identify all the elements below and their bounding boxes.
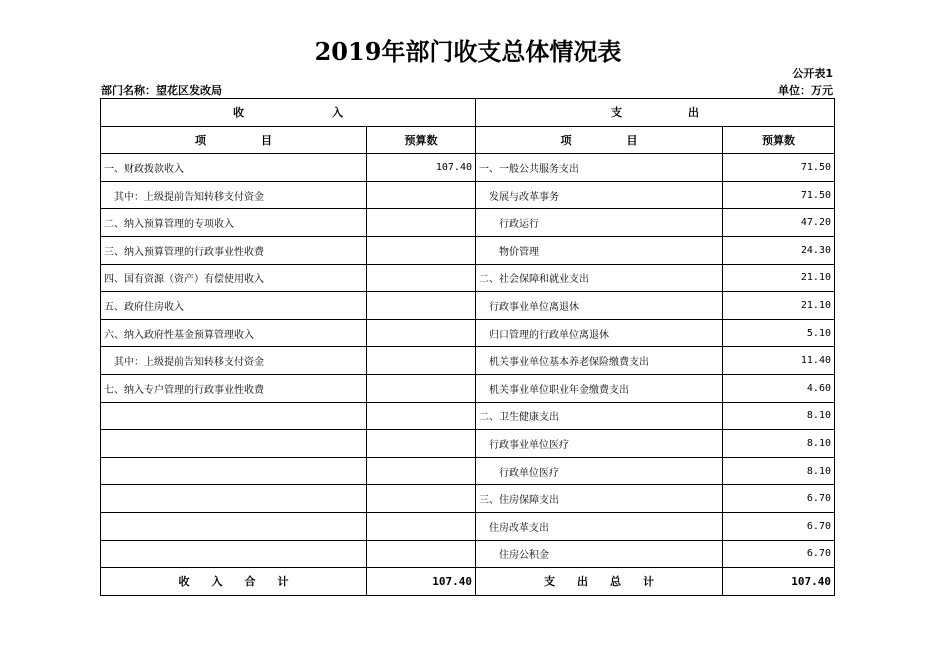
expense-budget-cell: 6.70	[723, 485, 835, 513]
income-budget-cell	[367, 402, 476, 430]
income-budget-cell	[367, 430, 476, 458]
income-item-cell	[101, 485, 367, 513]
expense-budget-cell: 5.10	[723, 319, 835, 347]
income-total-label: 收 入 合 计	[101, 568, 367, 596]
expense-header: 支 出	[476, 99, 835, 127]
income-budget-cell	[367, 374, 476, 402]
expense-item-cell: 行政运行	[476, 209, 723, 237]
income-item-cell: 二、纳入预算管理的专项收入	[101, 209, 367, 237]
expense-budget-cell: 4.60	[723, 374, 835, 402]
income-item-cell: 其中：上级提前告知转移支付资金	[101, 181, 367, 209]
income-item-header: 项 目	[101, 126, 367, 154]
expense-item-cell: 行政事业单位医疗	[476, 430, 723, 458]
table-row	[101, 430, 835, 458]
expense-item-cell: 住房公积金	[476, 540, 723, 568]
income-budget-cell	[367, 485, 476, 513]
table-row	[101, 347, 835, 375]
table-row	[101, 540, 835, 568]
income-budget-cell	[367, 457, 476, 485]
income-budget-cell	[367, 512, 476, 540]
income-budget-cell	[367, 209, 476, 237]
expense-item-cell: 机关事业单位职业年金缴费支出	[476, 374, 723, 402]
table-row	[101, 402, 835, 430]
expense-budget-cell: 21.10	[723, 292, 835, 320]
income-item-cell: 五、政府住房收入	[101, 292, 367, 320]
expense-item-cell: 二、卫生健康支出	[476, 402, 723, 430]
expense-budget-cell: 8.10	[723, 430, 835, 458]
income-budget-cell	[367, 236, 476, 264]
expense-item-cell: 三、住房保障支出	[476, 485, 723, 513]
expense-item-cell: 发展与改革事务	[476, 181, 723, 209]
table-row	[101, 292, 835, 320]
income-item-cell	[101, 512, 367, 540]
expense-item-cell: 住房改革支出	[476, 512, 723, 540]
expense-budget-cell: 21.10	[723, 264, 835, 292]
expense-item-cell: 行政单位医疗	[476, 457, 723, 485]
expense-item-header: 项 目	[476, 126, 723, 154]
income-item-cell: 其中：上级提前告知转移支付资金	[101, 347, 367, 375]
expense-total-label: 支 出 总 计	[476, 568, 723, 596]
expense-budget-header: 预算数	[723, 126, 835, 154]
expense-budget-cell: 6.70	[723, 540, 835, 568]
expense-budget-cell: 6.70	[723, 512, 835, 540]
table-row	[101, 319, 835, 347]
expense-item-cell: 物价管理	[476, 236, 723, 264]
income-header: 收 入	[101, 99, 476, 127]
expense-budget-cell: 24.30	[723, 236, 835, 264]
table-row	[101, 181, 835, 209]
income-item-cell	[101, 457, 367, 485]
department-name: 部门名称：望花区发改局	[101, 84, 222, 97]
table-row	[101, 209, 835, 237]
budget-table	[100, 98, 835, 596]
column-header-row	[101, 126, 835, 154]
table-row	[101, 485, 835, 513]
income-budget-cell	[367, 181, 476, 209]
form-number: 公开表1	[792, 67, 833, 80]
expense-budget-cell: 71.50	[723, 154, 835, 182]
expense-budget-cell: 8.10	[723, 402, 835, 430]
income-item-cell: 六、纳入政府性基金预算管理收入	[101, 319, 367, 347]
total-row	[101, 568, 835, 596]
expense-budget-cell: 11.40	[723, 347, 835, 375]
table-row	[101, 264, 835, 292]
table-row	[101, 236, 835, 264]
page-title: 2019年部门收支总体情况表	[314, 37, 622, 66]
expense-item-cell: 二、社会保障和就业支出	[476, 264, 723, 292]
income-total-value: 107.40	[367, 568, 476, 596]
income-item-cell: 一、财政拨款收入	[101, 154, 367, 182]
income-budget-header: 预算数	[367, 126, 476, 154]
income-budget-cell	[367, 292, 476, 320]
income-budget-cell	[367, 347, 476, 375]
expense-item-cell: 一、一般公共服务支出	[476, 154, 723, 182]
table-row	[101, 512, 835, 540]
income-budget-cell	[367, 319, 476, 347]
expense-total-value: 107.40	[723, 568, 835, 596]
expense-item-cell: 行政事业单位离退休	[476, 292, 723, 320]
expense-budget-cell: 47.20	[723, 209, 835, 237]
income-budget-cell: 107.40	[367, 154, 476, 182]
table-row	[101, 374, 835, 402]
expense-item-cell: 归口管理的行政单位离退休	[476, 319, 723, 347]
income-budget-cell	[367, 264, 476, 292]
unit-label: 单位：万元	[778, 84, 833, 97]
income-item-cell	[101, 402, 367, 430]
income-budget-cell	[367, 540, 476, 568]
expense-budget-cell: 8.10	[723, 457, 835, 485]
income-item-cell	[101, 540, 367, 568]
expense-item-cell: 机关事业单位基本养老保险缴费支出	[476, 347, 723, 375]
expense-budget-cell: 71.50	[723, 181, 835, 209]
table-row	[101, 154, 835, 182]
table-row	[101, 457, 835, 485]
income-item-cell: 七、纳入专户管理的行政事业性收费	[101, 374, 367, 402]
section-header-row	[101, 99, 835, 127]
income-item-cell	[101, 430, 367, 458]
income-item-cell: 四、国有资源（资产）有偿使用收入	[101, 264, 367, 292]
income-item-cell: 三、纳入预算管理的行政事业性收费	[101, 236, 367, 264]
